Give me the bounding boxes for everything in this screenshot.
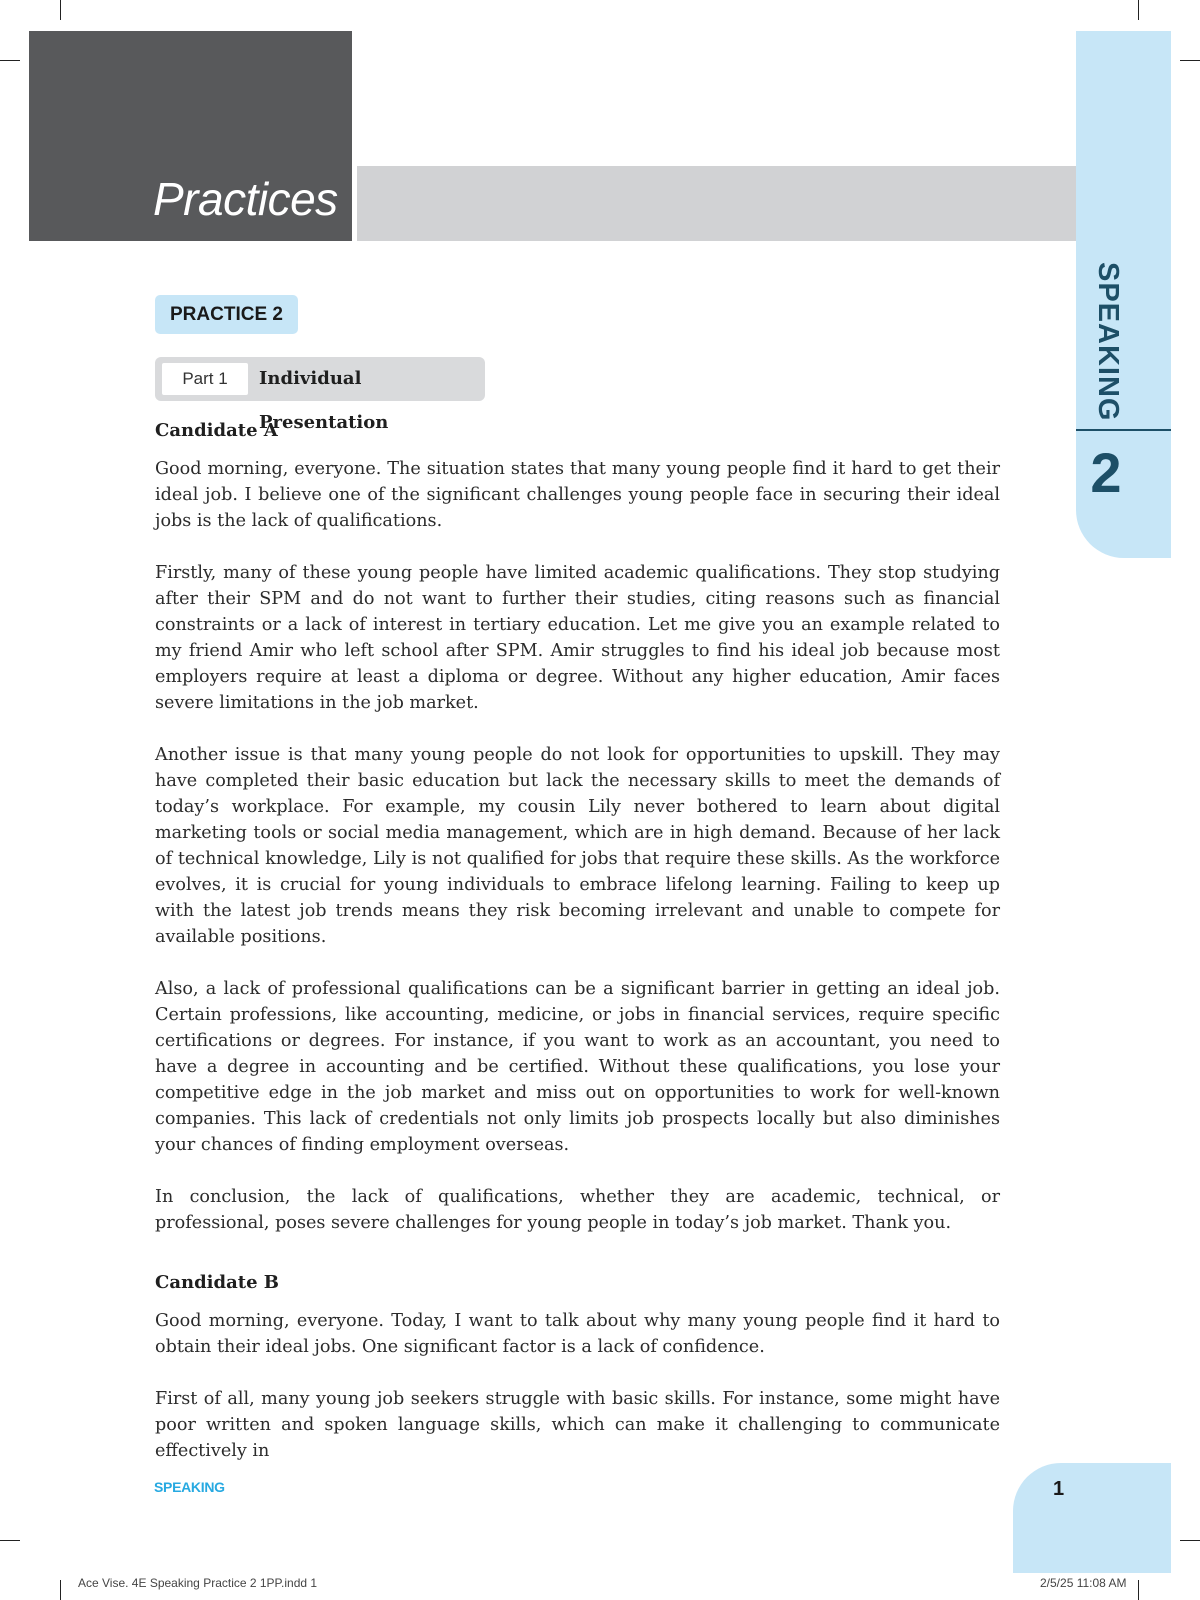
crop-mark <box>1138 0 1139 20</box>
part-title: Individual Presentation <box>259 368 389 433</box>
footer-section-label: SPEAKING <box>154 1479 225 1495</box>
paragraph: Firstly, many of these young people have limited academic qualifications. They stop studying after their SPM and do not want to further their studies, citing reasons such as financial constraints or a lack of interest in tertiary education. Let me give you an example related to my friend Amir who left school after SPM. Amir struggles to find his ideal job because most employers require at least a diploma or degree. Without any higher education, Amir faces severe limitations in the job market. <box>155 563 1000 713</box>
page-number: 1 <box>1053 1478 1065 1500</box>
part-number-chip: Part 1 <box>162 363 248 395</box>
main-content <box>155 418 1000 1464</box>
crop-mark <box>1180 1540 1200 1541</box>
side-section-number: 2 <box>1090 441 1122 504</box>
paragraph: First of all, many young job seekers struggle with basic skills. For instance, some might have poor written and spoken language skills, which can make it challenging to communicate effectively in <box>155 1389 1000 1461</box>
paragraph: Good morning, everyone. The situation states that many young people find it hard to get their ideal job. I believe one of the significant challenges young people face in securing their ideal jobs is the lack of qualifications. <box>155 459 1000 531</box>
page-title: Practices <box>153 173 338 225</box>
crop-mark <box>0 1540 20 1541</box>
paragraph: In conclusion, the lack of qualifications, whether they are academic, technical, or professional, poses severe challenges for young people in today’s job market. Thank you. <box>155 1187 1000 1233</box>
paragraph: Also, a lack of professional qualifications can be a significant barrier in getting an ideal job. Certain professions, like accounting, medicine, or jobs in financial services, require specific certifications or degrees. For instance, if you want to work as an accountant, you need to have a degree in accounting and be certified. Without these qualifications, you lose your competitive edge in the job market and miss out on opportunities to work for well-known companies. This lack of credentials not only limits job prospects locally but also diminishes your chances of finding employment overseas. <box>155 979 1000 1155</box>
candidate-a-heading: Candidate A <box>155 420 278 441</box>
crop-mark <box>60 0 61 20</box>
paragraph: Another issue is that many young people do not look for opportunities to upskill. They may have completed their basic education but lack the necessary skills to meet the demands of today’s workplace. For example, my cousin Lily never bothered to learn about digital marketing tools or social media management, which are in high demand. Because of her lack of technical knowledge, Lily is not qualified for jobs that require these skills. As the workforce evolves, it is crucial for young individuals to embrace lifelong learning. Failing to keep up with the latest job trends means they risk becoming irrelevant and unable to compete for available positions. <box>155 745 1000 947</box>
candidate-b-heading: Candidate B <box>155 1272 279 1293</box>
print-slug-file: Ace Vise. 4E Speaking Practice 2 1PP.indd 1 <box>78 1576 318 1590</box>
page-number-tab <box>1013 1463 1171 1573</box>
side-section-label: SPEAKING <box>1092 262 1124 422</box>
crop-mark <box>1180 60 1200 61</box>
side-section-divider <box>1076 429 1171 431</box>
print-slug-date: 2/5/25 11:08 AM <box>1040 1576 1127 1590</box>
crop-mark <box>1138 1580 1139 1600</box>
paragraph: Good morning, everyone. Today, I want to talk about why many young people find it hard to obtain their ideal jobs. One significant factor is a lack of confidence. <box>155 1311 1000 1357</box>
crop-mark <box>0 60 20 61</box>
header-grey-bar <box>357 166 1076 241</box>
practice-badge: PRACTICE 2 <box>155 295 298 334</box>
crop-mark <box>60 1580 61 1600</box>
